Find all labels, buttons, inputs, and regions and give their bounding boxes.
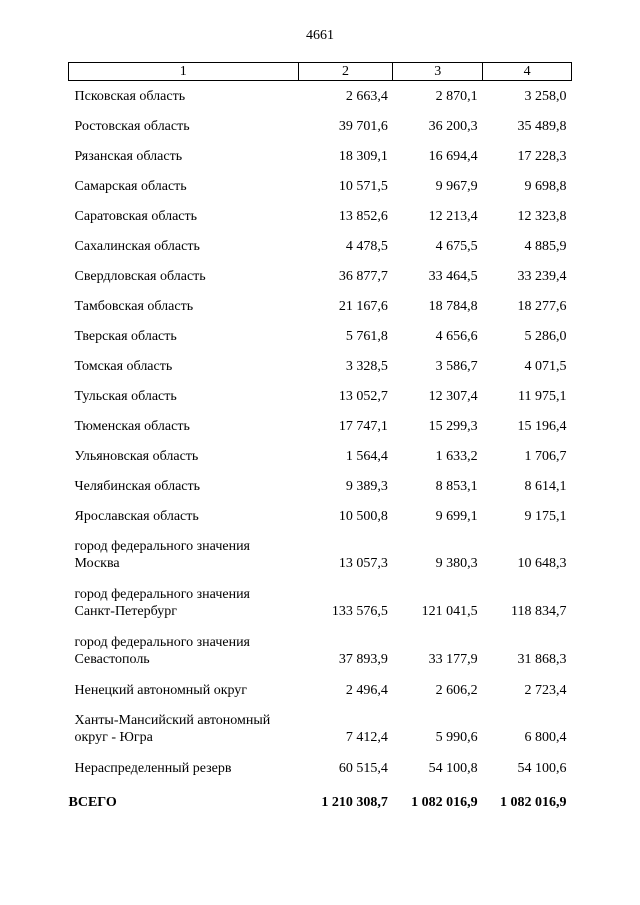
value-col-4: 10 648,3: [517, 556, 567, 571]
value-col-2: 13 852,6: [338, 209, 388, 224]
region-name-line-1: город федерального значения: [74, 539, 250, 554]
value-col-4: 8 614,1: [524, 479, 567, 494]
value-col-3: 18 784,8: [428, 299, 478, 314]
column-header-3: 3: [393, 63, 483, 81]
table-row: [69, 573, 572, 621]
value-col-2: 13 052,7: [338, 389, 388, 404]
value-col-4: 5 286,0: [524, 329, 567, 344]
region-name: Тверская область: [74, 329, 177, 344]
table-row: [69, 621, 572, 669]
table-row: [69, 435, 572, 465]
value-col-4: 118 834,7: [511, 604, 567, 619]
region-name-line-2: Москва: [74, 556, 120, 571]
region-name: Томская область: [74, 359, 173, 374]
value-col-3: 2 606,2: [435, 683, 478, 698]
column-number-header: [69, 63, 572, 81]
value-col-3: 3 586,7: [435, 359, 478, 374]
region-name: Тюменская область: [74, 419, 190, 434]
table-row: [69, 375, 572, 405]
value-col-4: 12 323,8: [517, 209, 567, 224]
table-row: [69, 465, 572, 495]
value-col-2: 2 663,4: [345, 89, 388, 104]
region-name: Ульяновская область: [74, 449, 199, 464]
region-name: Ненецкий автономный округ: [74, 683, 248, 698]
table-row: [69, 135, 572, 165]
value-col-2: 36 877,7: [338, 269, 388, 284]
table-row: [69, 315, 572, 345]
value-col-4: 9 175,1: [524, 509, 567, 524]
region-name: [69, 699, 299, 747]
region-name: [69, 573, 299, 621]
value-col-2: 39 701,6: [338, 119, 388, 134]
region-name: [69, 621, 299, 669]
region-name-line-2: округ - Югра: [74, 730, 153, 745]
value-col-2: 21 167,6: [338, 299, 388, 314]
table-row: [69, 225, 572, 255]
value-col-4: 17 228,3: [517, 149, 567, 164]
page-number: 4661: [306, 28, 334, 43]
total-col-2: 1 210 308,7: [321, 795, 388, 810]
value-col-3: 4 656,6: [435, 329, 478, 344]
region-name-line-2: Севастополь: [74, 652, 150, 667]
value-col-2: 9 389,3: [345, 479, 388, 494]
value-col-3: 5 990,6: [435, 730, 478, 745]
region-name: Ростовская область: [74, 119, 190, 134]
value-col-4: 18 277,6: [517, 299, 567, 314]
value-col-4: 15 196,4: [517, 419, 567, 434]
value-col-4: 4 885,9: [524, 239, 567, 254]
value-col-4: 2 723,4: [524, 683, 567, 698]
table-row: [69, 165, 572, 195]
allocation-table: [68, 62, 572, 811]
value-col-4: 9 698,8: [524, 179, 567, 194]
region-name: Псковская область: [74, 89, 186, 104]
value-col-4: 11 975,1: [518, 389, 567, 404]
value-col-2: 1 564,4: [345, 449, 388, 464]
region-name: [69, 525, 299, 573]
value-col-2: 10 571,5: [338, 179, 388, 194]
value-col-3: 4 675,5: [435, 239, 478, 254]
value-col-3: 54 100,8: [428, 761, 478, 776]
value-col-4: 35 489,8: [517, 119, 567, 134]
value-col-2: 10 500,8: [338, 509, 388, 524]
value-col-4: 33 239,4: [517, 269, 567, 284]
region-name-line-1: Ханты-Мансийский автономный: [74, 713, 271, 728]
region-name: Рязанская область: [74, 149, 183, 164]
value-col-4: 1 706,7: [524, 449, 567, 464]
value-col-2: 5 761,8: [345, 329, 388, 344]
table-row: [69, 345, 572, 375]
value-col-2: 18 309,1: [338, 149, 388, 164]
region-name: Челябинская область: [74, 479, 200, 494]
value-col-2: 7 412,4: [345, 730, 388, 745]
region-name: Ярославская область: [74, 509, 199, 524]
value-col-3: 2 870,1: [435, 89, 478, 104]
value-col-3: 15 299,3: [428, 419, 478, 434]
value-col-3: 8 853,1: [435, 479, 478, 494]
total-col-3: 1 082 016,9: [411, 795, 478, 810]
region-name-line-1: город федерального значения: [74, 635, 250, 650]
value-col-3: 1 633,2: [435, 449, 478, 464]
region-name-line-1: город федерального значения: [74, 587, 250, 602]
table-row: [69, 81, 572, 106]
value-col-3: 12 213,4: [428, 209, 478, 224]
value-col-3: 9 380,3: [435, 556, 478, 571]
value-col-2: 60 515,4: [338, 761, 388, 776]
value-col-3: 36 200,3: [428, 119, 478, 134]
column-header-4: 4: [483, 63, 572, 81]
region-name: Нераспределенный резерв: [74, 761, 232, 776]
value-col-2: 133 576,5: [331, 604, 388, 619]
value-col-2: 13 057,3: [338, 556, 388, 571]
region-name-line-2: Санкт-Петербург: [74, 604, 177, 619]
total-row: [69, 777, 572, 811]
value-col-4: 31 868,3: [517, 652, 567, 667]
table-row: [69, 669, 572, 699]
value-col-3: 12 307,4: [428, 389, 478, 404]
value-col-2: 37 893,9: [338, 652, 388, 667]
value-col-2: 2 496,4: [345, 683, 388, 698]
region-name: Тамбовская область: [74, 299, 194, 314]
value-col-3: 9 699,1: [435, 509, 478, 524]
region-name: Свердловская область: [74, 269, 206, 284]
table-row: [69, 285, 572, 315]
value-col-4: 54 100,6: [517, 761, 567, 776]
table-row: [69, 495, 572, 525]
value-col-4: 6 800,4: [524, 730, 567, 745]
value-col-2: 4 478,5: [345, 239, 388, 254]
column-header-1: 1: [69, 63, 299, 81]
value-col-2: 3 328,5: [345, 359, 388, 374]
table-row: [69, 405, 572, 435]
value-col-2: 17 747,1: [338, 419, 388, 434]
column-header-2: 2: [298, 63, 393, 81]
table-row: [69, 195, 572, 225]
table-row: [69, 105, 572, 135]
table-row: [69, 699, 572, 747]
value-col-3: 33 177,9: [428, 652, 478, 667]
total-col-4: 1 082 016,9: [500, 795, 567, 810]
value-col-3: 9 967,9: [435, 179, 478, 194]
table-row: [69, 747, 572, 777]
value-col-3: 121 041,5: [421, 604, 478, 619]
value-col-3: 33 464,5: [428, 269, 478, 284]
region-name: Самарская область: [74, 179, 187, 194]
value-col-3: 16 694,4: [428, 149, 478, 164]
value-col-4: 4 071,5: [524, 359, 567, 374]
total-label: ВСЕГО: [68, 795, 117, 810]
region-name: Саратовская область: [74, 209, 198, 224]
value-col-4: 3 258,0: [524, 89, 567, 104]
region-name: Тульская область: [74, 389, 177, 404]
table-row: [69, 525, 572, 573]
region-name: Сахалинская область: [74, 239, 200, 254]
table-row: [69, 255, 572, 285]
